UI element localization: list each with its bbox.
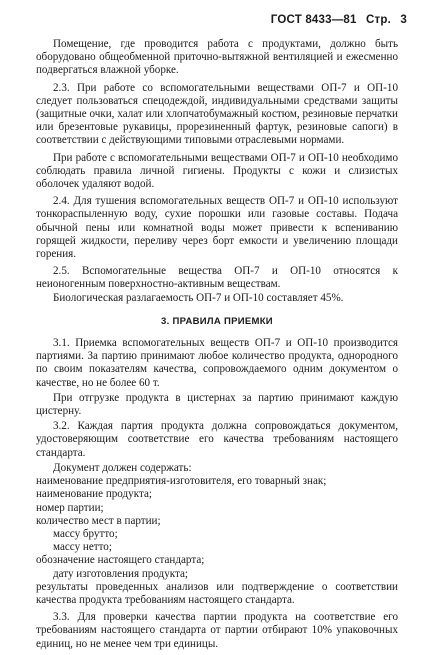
paragraph-2-5: 2.5. Вспомогательные вещества ОП-7 и ОП-10 относятся к неионогенным поверхностно-активным веществам. <box>36 265 398 291</box>
paragraph-ventilation: Помещение, где проводится работа с продуктами, должно быть оборудовано общеобменной приточно-вытяжной вентиляцией и ежесменно подвергаться влажной уборке. <box>36 38 398 77</box>
document-list-item: дату изготовления продукта; <box>53 567 188 580</box>
document-list-item: номер партии; <box>36 501 104 514</box>
document-list-item: количество мест в партии; <box>36 514 161 527</box>
document-list-item: результаты проведенных анализов или подтверждение о соответствии качества продукта требованиям настоящего стандарта. <box>36 580 398 606</box>
paragraph-2-4: 2.4. Для тушения вспомогательных веществ ОП-7 и ОП-10 используют тонкораспыленную воду, сухие порошки или газовые составы. Подача обычной пены или комнатной воды может привести к вспениванию горящей жидкости, переливу через борт емкости и увеличению площади горения. <box>36 195 398 261</box>
paragraph-3-2: 3.2. Каждая партия продукта должна сопровождаться документом, удостоверяющим соответствие его качества требованиям настоящего стандарта. <box>36 420 398 459</box>
document-body <box>36 38 398 655</box>
paragraph-3-3: 3.3. Для проверки качества партии продукта на соответствие его требованиям настоящего стандарта от партии отбирают 10% упаковочных единиц, но не менее чем три единицы. <box>36 611 398 650</box>
page-header <box>265 14 407 26</box>
paragraph-biodegradability: Биологическая разлагаемость ОП-7 и ОП-10 составляет 45%. <box>53 291 344 304</box>
document-list-intro: Документ должен содержать: <box>53 461 192 474</box>
standard-number: ГОСТ 8433—81 <box>270 14 357 26</box>
section-heading: 3. ПРАВИЛА ПРИЕМКИ <box>161 315 273 327</box>
paragraph-tanks: При отгрузке продукта в цистернах за партию принимают каждую цистерну. <box>36 391 398 418</box>
page-label: Стр. <box>366 14 391 26</box>
paragraph-3-1: 3.1. Приемка вспомогательных веществ ОП-7 и ОП-10 производится партиями. За партию принимают любое количество продукта, однородного по своим показателям качества, сопровождаемого одним документом о качестве, но не более 60 т. <box>36 337 398 389</box>
paragraph-hygiene: При работе с вспомогательными веществами ОП-7 и ОП-10 необходимо соблюдать правила личной гигиены. Продукты с кожи и слизистых оболочек удаляют водой. <box>36 151 398 191</box>
document-list-item: наименование продукта; <box>36 488 152 501</box>
document-list-item: наименование предприятия-изготовителя, его товарный знак; <box>36 475 327 488</box>
page-number: 3 <box>400 14 407 26</box>
document-list-item: обозначение настоящего стандарта; <box>36 554 205 567</box>
document-list-item: массу нетто; <box>53 541 112 554</box>
paragraph-2-3: 2.3. При работе со вспомогательными веществами ОП-7 и ОП-10 следует пользоваться спецодеждой, индивидуальными средствами защиты (защитные очки, халат или хлопчатобумажный костюм, резиновые перчатки или брезентовые рукавицы, прорезиненный фартук, резиновые сапоги) в соответствии с действующими типовыми отраслевыми нормами. <box>36 81 398 147</box>
document-list-item: массу брутто; <box>53 527 118 540</box>
